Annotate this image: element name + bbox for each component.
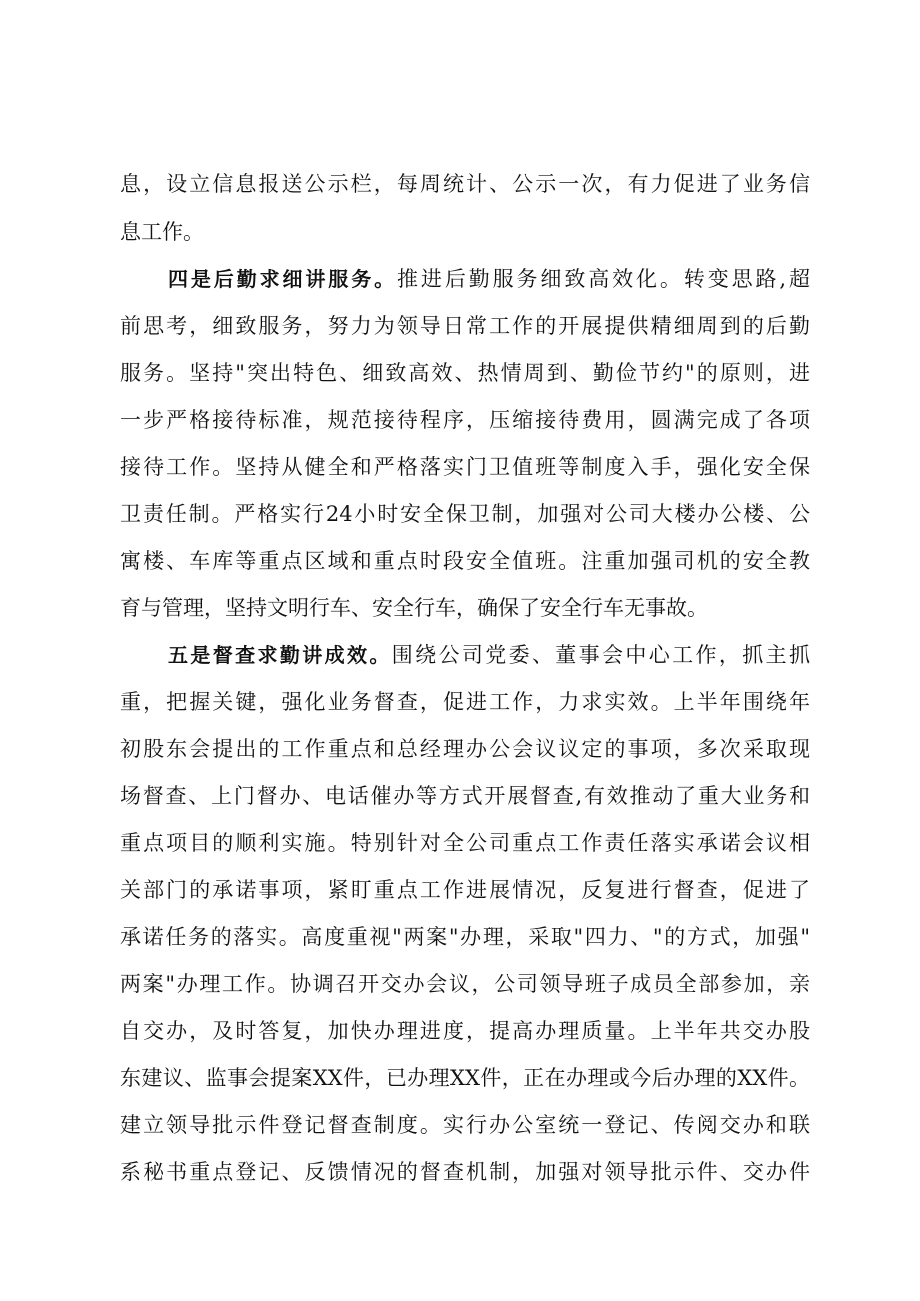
- paragraph-4-lead: 推进后勤服务细致高效化。转变思路,超: [397, 267, 810, 291]
- paragraph-5-first-line: [168, 635, 810, 675]
- text-line-20: 东建议、监事会提案XX件，已办理XX件，正在办理或今后办理的XX件。: [120, 1066, 810, 1090]
- paragraph-4-first-line: [168, 259, 810, 299]
- paragraph-4-heading: 四是后勤求细讲服务。: [168, 267, 398, 291]
- text-line-7: 接待工作。坚持从健全和严格落实门卫值班等制度入手，强化安全保: [120, 455, 810, 479]
- text-line-5: 服务。坚持"突出特色、细致高效、热情周到、勤俭节约"的原则，进: [120, 361, 810, 385]
- text-line-9: 寓楼、车库等重点区域和重点时段安全值班。注重加强司机的安全教: [120, 549, 810, 573]
- text-line-21: 建立领导批示件登记督查制度。实行办公室统一登记、传阅交办和联: [120, 1113, 810, 1137]
- text-line-4: 前思考，细致服务，努力为领导日常工作的开展提供精细周到的后勤: [120, 314, 810, 338]
- text-line-2: 息工作。: [120, 220, 204, 244]
- text-line-16: 关部门的承诺事项，紧盯重点工作进展情况，反复进行督查，促进了: [120, 878, 810, 902]
- text-line-6: 一步严格接待标准，规范接待程序，压缩接待费用，圆满完成了各项: [120, 408, 810, 432]
- text-line-8: 卫责任制。严格实行24小时安全保卫制，加强对公司大楼办公楼、公: [120, 502, 810, 526]
- text-line-12: 重，把握关键，强化业务督查，促进工作，力求实效。上半年围绕年: [120, 690, 810, 714]
- text-line-15: 重点项目的顺利实施。特别针对全公司重点工作责任落实承诺会议相: [120, 831, 810, 855]
- text-line-1: 息，设立信息报送公示栏，每周统计、公示一次，有力促进了业务信: [120, 172, 810, 196]
- text-line-13: 初股东会提出的工作重点和总经理办公会议议定的事项，多次采取现: [120, 737, 810, 761]
- paragraph-5-heading: 五是督查求勤讲成效。: [168, 643, 392, 667]
- text-line-22: 系秘书重点登记、反馈情况的督查机制，加强对领导批示件、交办件: [120, 1160, 810, 1184]
- text-line-18: 两案"办理工作。协调召开交办会议，公司领导班子成员全部参加，亲: [120, 972, 810, 996]
- text-line-17: 承诺任务的落实。高度重视"两案"办理，采取"四力、"的方式，加强": [120, 925, 810, 949]
- text-line-14: 场督查、上门督办、电话催办等方式开展督查,有效推动了重大业务和: [120, 784, 810, 808]
- paragraph-5-lead: 围绕公司党委、董事会中心工作，抓主抓: [391, 643, 811, 667]
- text-line-19: 自交办，及时答复，加快办理进度，提高办理质量。上半年共交办股: [120, 1019, 810, 1043]
- text-line-10: 育与管理，坚持文明行车、安全行车，确保了安全行车无事故。: [120, 596, 708, 620]
